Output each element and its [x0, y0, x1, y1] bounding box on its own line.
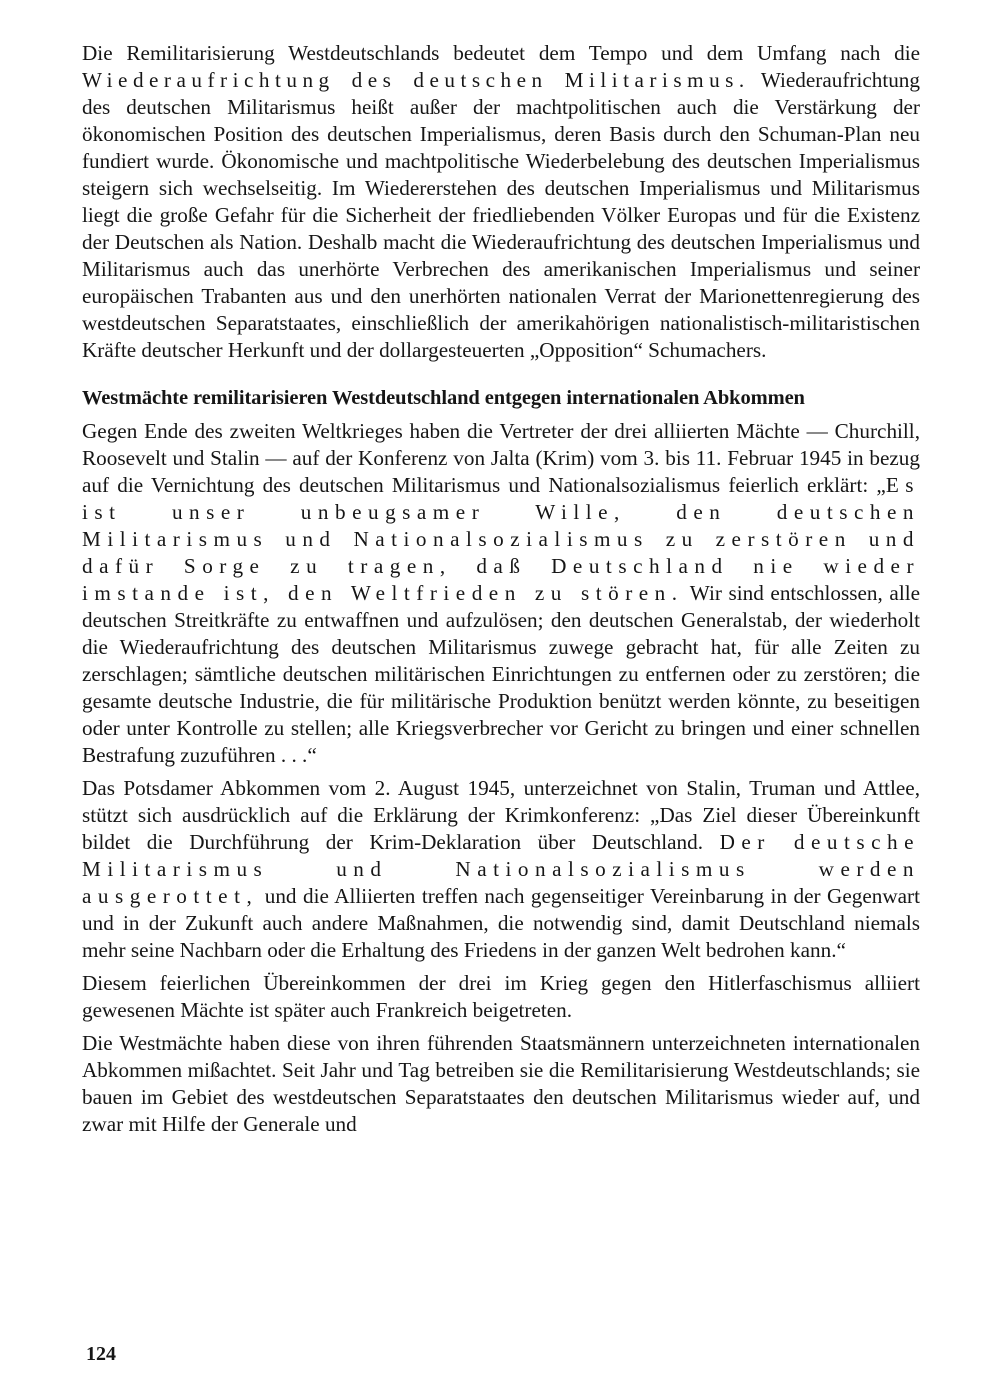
- paragraph-2-text-a: Gegen Ende des zweiten Weltkrieges haben die Vertreter der drei alliierten Mächte — Churchill, Roosevelt und Stalin — auf der Konferenz von Jalta (Krim) vom 3. bis 11. Februar 1945 in bezug auf die Vernichtung des deutschen Militarismus und Nationalsozialismus feierlich erklärt: „: [82, 419, 920, 497]
- paragraph-2-spaced-quote: Es ist unser unbeugsamer Wille, den deutschen Militarismus und Nationalsozialismus zu zerstören und dafür Sorge zu tragen, daß Deutschland nie wieder imstande ist, den Weltfrieden zu stören.: [82, 473, 920, 605]
- paragraph-1-text-b: Wiederaufrichtung des deutschen Militarismus heißt außer der machtpolitischen auch die Verstärkung der ökonomischen Position des deutschen Imperialismus, deren Basis durch den Schuman-Plan neu fundiert wurde. Ökonomische und machtpolitische Wiederbelebung des deutschen Imperialismus steigern sich wechselseitig. Im Wiedererstehen des deutschen Imperialismus und Militarismus liegt die große Gefahr für die Sicherheit der friedliebenden Völker Europas und für die Existenz der Deutschen als Nation. Deshalb macht die Wiederaufrichtung des deutschen Imperialismus und Militarismus auch das unerhörte Verbrechen des amerikanischen Imperialismus und seiner europäischen Trabanten aus und den unerhörten nationalen Verrat der Marionettenregierung des westdeutschen Separatstaates, einschließlich der amerikahörigen nationalistisch-militaristischen Kräfte deutscher Herkunft und der dollargesteuerten „Opposition“ Schumachers.: [82, 68, 920, 362]
- paragraph-3: [82, 775, 920, 964]
- paragraph-3-text-a: Das Potsdamer Abkommen vom 2. August 1945, unterzeichnet von Stalin, Truman und Attlee, stützt sich ausdrücklich auf die Erklärung der Krimkonferenz: „Das Ziel dieser Übereinkunft bildet die Durchführung der Krim-Deklaration über Deutschland.: [82, 776, 920, 854]
- page-number: 124: [86, 1343, 116, 1365]
- paragraph-1-text-a: Die Remilitarisierung Westdeutschlands bedeutet dem Tempo und dem Umfang nach die: [82, 41, 920, 65]
- paragraph-2-text-b: Wir sind entschlossen, alle deutschen Streitkräfte zu entwaffnen und aufzulösen; den deutschen Generalstab, der wiederholt die Wiederaufrichtung des deutschen Militarismus zuwege gebracht hat, für alle Zeiten zu zerschlagen; sämtliche deutschen militärischen Einrichtungen zu entfernen oder zu zerstören; die gesamte deutsche Industrie, die für militärische Produktion benützt werden könnte, zu beseitigen oder unter Kontrolle zu stellen; alle Kriegsverbrecher vor Gericht zu bringen und einer schnellen Bestrafung zuzuführen . . .“: [82, 581, 920, 767]
- paragraph-5: Die Westmächte haben diese von ihren führenden Staatsmännern unterzeichneten internationalen Abkommen mißachtet. Seit Jahr und Tag betreiben sie die Remilitarisierung Westdeutschlands; sie bauen im Gebiet des westdeutschen Separatstaates den deutschen Militarismus wieder auf, und zwar mit Hilfe der Generale und: [82, 1031, 920, 1136]
- paragraph-1-spaced-emphasis: Wiederaufrichtung des deutschen Militarismus.: [82, 68, 750, 92]
- paragraph-3-spaced-quote: Der deutsche Militarismus und Nationalsozialismus werden ausgerottet,: [82, 830, 920, 908]
- paragraph-2: [82, 418, 920, 769]
- book-page: [82, 40, 920, 1144]
- section-heading: Westmächte remilitarisieren Westdeutschland entgegen internationalen Abkommen: [82, 387, 805, 409]
- paragraph-1: [82, 40, 920, 364]
- paragraph-4: Diesem feierlichen Übereinkommen der drei im Krieg gegen den Hitlerfaschismus alliiert gewesenen Mächte ist später auch Frankreich beigetreten.: [82, 971, 920, 1022]
- paragraph-3-text-b: und die Alliierten treffen nach gegenseitiger Vereinbarung in der Gegenwart und in der Zukunft auch andere Maßnahmen, die notwendig sind, damit Deutschland niemals mehr seine Nachbarn oder die Erhaltung des Friedens in der ganzen Welt bedrohen kann.“: [82, 884, 920, 962]
